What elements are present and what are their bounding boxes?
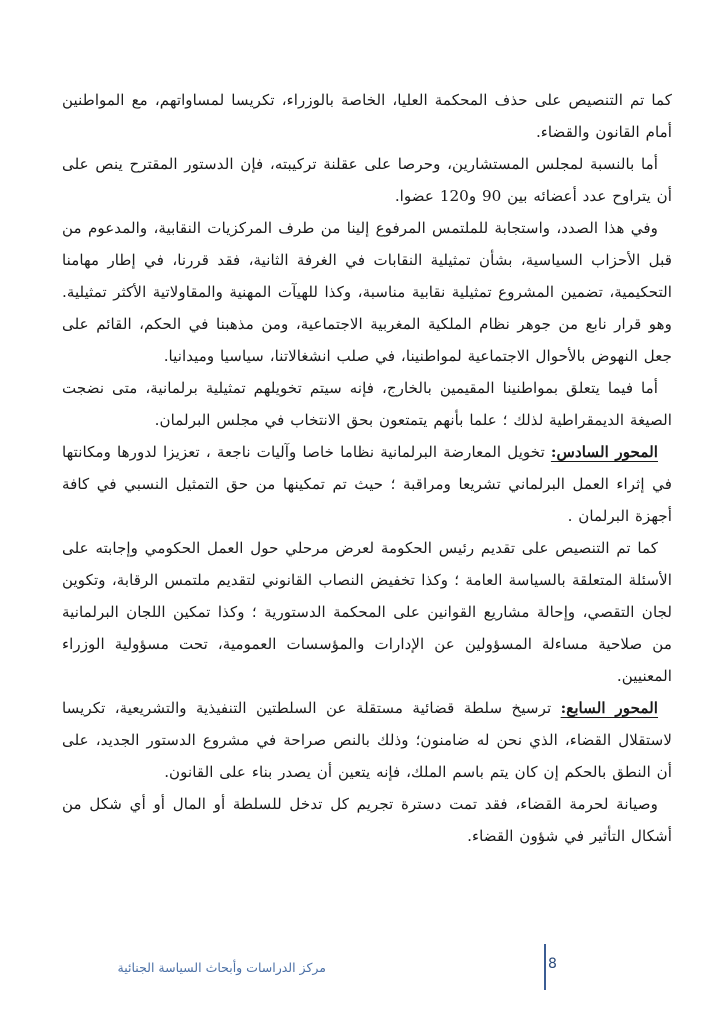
paragraph-8 <box>62 788 672 852</box>
section-heading-6: المحور السادس: <box>550 443 658 461</box>
paragraph-6-text: كما تم التنصيص على تقديم رئيس الحكومة لعرض مرحلي حول العمل الحكومي وإجابته على الأسئلة المتعلقة بالسياسة العامة ؛ وكذا تخفيض النصاب القانوني لتقديم ملتمس الرقابة، وتكوين لجان التقصي، وإحالة مشاريع القوانين على المحكمة الدستورية ؛ وكذا تمكين اللجان البرلمانية من صلاحية مساءلة المسؤولين عن الإدارات والمؤسسات العمومية، تحت مسؤولية الوزراء المعنيين. <box>62 539 672 685</box>
paragraph-3 <box>62 212 672 372</box>
paragraph-2 <box>62 148 672 212</box>
page-number: 8 <box>548 956 557 972</box>
section-heading-7: المحور السابع: <box>560 699 659 717</box>
paragraph-5-text: تخويل المعارضة البرلمانية نظاما خاصا وآليات ناجعة ، تعزيزا لدورها ومكانتها في إثراء العمل البرلماني تشريعا ومراقبة ؛ حيث تم تمكينها من حق التمثيل النسبي في كافة أجهزة البرلمان . <box>62 443 672 525</box>
paragraph-7 <box>62 692 672 788</box>
paragraph-6 <box>62 532 672 692</box>
paragraph-3-text: وفي هذا الصدد، واستجابة للملتمس المرفوع إلينا من طرف المركزيات النقابية، والمدعوم من قبل الأحزاب السياسية، بشأن تمثيلية النقابات في الغرفة الثانية، فقد قررنا، في إطار مهامنا التحكيمية، تضمين المشروع تمثيلية نقابية مناسبة، وكذا للهيآت المهنية والمقاولاتية الأكثر تمثيلية. وهو قرار نابع من جوهر نظام الملكية المغربية الاجتماعية، ومن مذهبنا في الحكم، القائم على جعل النهوض بالأحوال الاجتماعية لمواطنينا، في صلب انشغالاتنا، سياسيا وميدانيا. <box>62 219 672 365</box>
paragraph-7-text: ترسيخ سلطة قضائية مستقلة عن السلطتين التنفيذية والتشريعية، تكريسا لاستقلال القضاء، الذي نحن له ضامنون؛ وذلك بالنص صراحة في مشروع الدستور الجديد، على أن النطق بالحكم إن كان يتم باسم الملك، فإنه يتعين أن يصدر بناء على القانون. <box>62 699 672 781</box>
paragraph-8-text: وصيانة لحرمة القضاء، فقد تمت دسترة تجريم كل تدخل للسلطة أو المال أو أي شكل من أشكال التأثير في شؤون القضاء. <box>62 795 672 845</box>
footer-divider <box>544 944 546 990</box>
paragraph-1-text: كما تم التنصيص على حذف المحكمة العليا، الخاصة بالوزراء، تكريسا لمساواتهم، مع المواطنين أمام القانون والقضاء. <box>62 91 672 141</box>
paragraph-4 <box>62 372 672 436</box>
page-footer <box>0 944 728 994</box>
paragraph-2-text: أما بالنسبة لمجلس المستشارين، وحرصا على عقلنة تركيبته، فإن الدستور المقترح ينص على أن يتراوح عدد أعضائه بين 90 و120 عضوا. <box>62 155 672 205</box>
paragraph-1 <box>62 84 672 148</box>
document-body <box>62 84 672 852</box>
footer-center-name: مركز الدراسات وأبحاث السياسة الجنائية <box>117 960 326 975</box>
paragraph-4-text: أما فيما يتعلق بمواطنينا المقيمين بالخارج، فإنه سيتم تخويلهم تمثيلية برلمانية، متى نضجت الصيغة الديمقراطية لذلك ؛ علما بأنهم يتمتعون بحق الانتخاب في مجلس البرلمان. <box>62 379 672 429</box>
paragraph-5 <box>62 436 672 532</box>
